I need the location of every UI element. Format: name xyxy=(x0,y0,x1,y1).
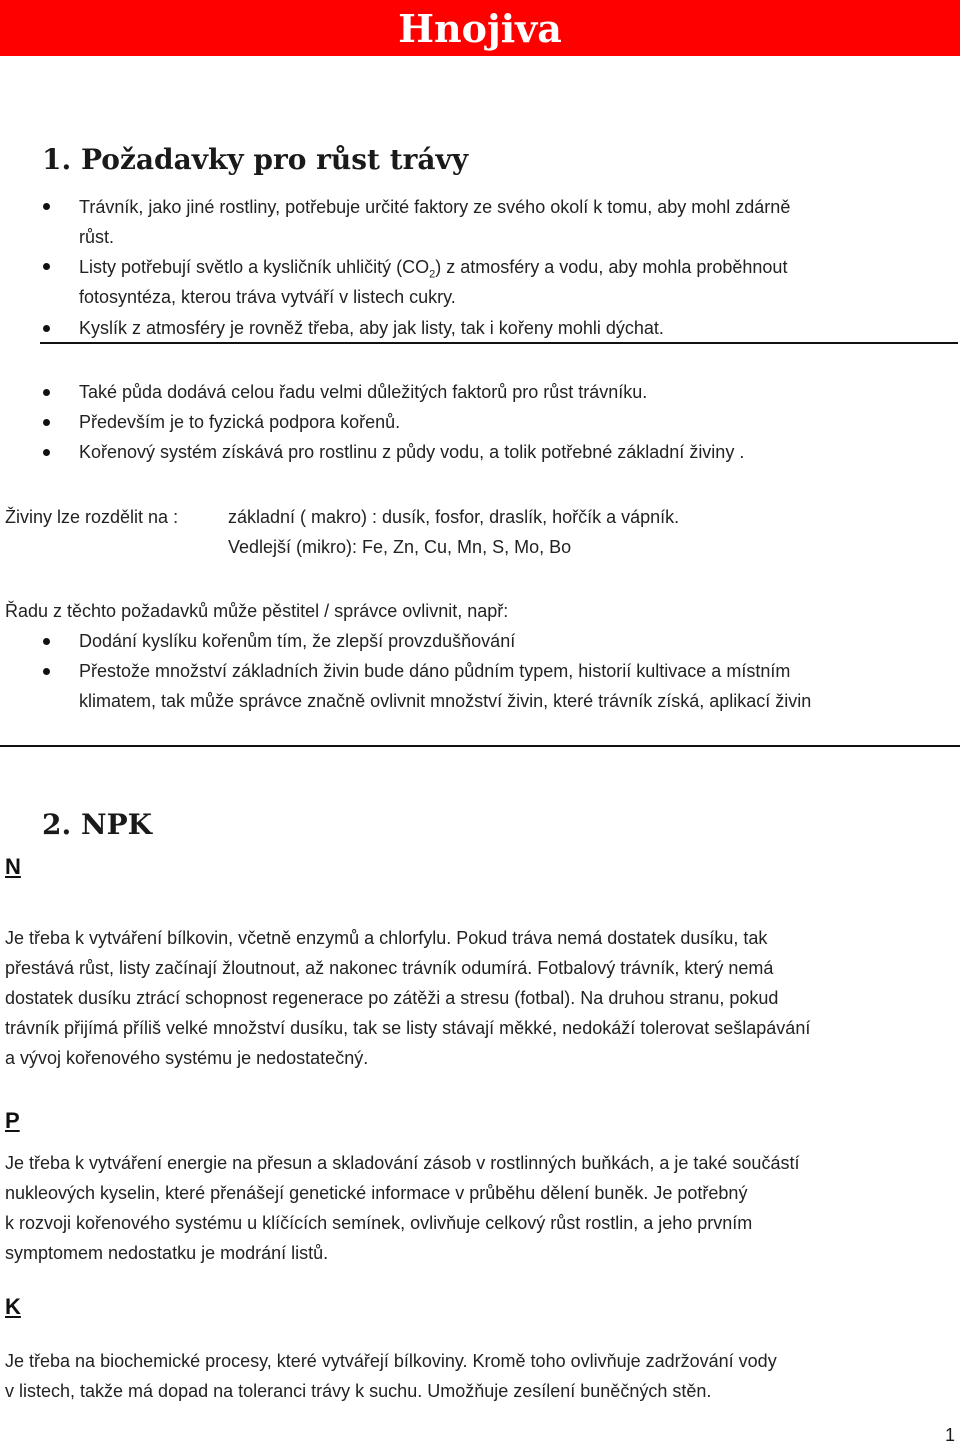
bullet-a2-line1: Listy potřebují světlo a kysličník uhličitý $(CO_2)$ z atmosféry a vodu, aby mohla proběhnout xyxy=(79,257,788,281)
bullet-b2: Především je to fyzická podpora kořenů. xyxy=(79,412,401,432)
title-banner xyxy=(0,0,960,56)
bullet-b3: Kořenový systém získává pro rostlinu z půdy vodu, a tolik potřebné základní živiny . xyxy=(79,442,745,462)
n-line-1: Je třeba k vytváření bílkovin, včetně enzymů a chlorfylu. Pokud tráva nemá dostatek dusíku, tak xyxy=(5,928,768,948)
p-line-2: nukleových kyselin, které přenášejí genetické informace v průběhu dělení buněk. Je potřebný xyxy=(5,1183,748,1203)
bullet-a1-line1: Trávník, jako jiné rostliny, potřebuje určité faktory ze svého okolí k tomu, aby mohl zdárně xyxy=(79,197,791,217)
p-label: P xyxy=(5,1108,20,1133)
bullet-a1-line2: růst. xyxy=(79,227,115,247)
p-line-4: symptomem nedostatku je modrání listů. xyxy=(5,1243,329,1263)
bullet-icon xyxy=(43,419,50,426)
n-label: N xyxy=(5,854,21,879)
bullet-c1: Dodání kyslíku kořenům tím, že zlepší provzdušňování xyxy=(79,631,516,651)
k-label: K xyxy=(5,1294,21,1319)
n-line-4: trávník přijímá příliš velké množství dusíku, tak se listy stávají měkké, nedokáží tolerovat sešlapávání xyxy=(5,1018,811,1038)
divider xyxy=(0,745,960,747)
n-line-2: přestává růst, listy začínají žloutnout, až nakonec trávník odumírá. Fotbalový trávník, který nemá xyxy=(5,958,774,978)
bullet-b1: Také půda dodává celou řadu velmi důležitých faktorů pro růst trávníku. xyxy=(79,382,648,402)
nutrients-label: Živiny lze rozdělit na : xyxy=(5,507,179,527)
nutrients-macro: základní ( makro) : dusík, fosfor, draslík, hořčík a vápník. xyxy=(228,507,680,527)
section1-heading: 1. Požadavky pro růst trávy xyxy=(42,143,469,176)
intro-text: Řadu z těchto požadavků může pěstitel / správce ovlivnit, např: xyxy=(5,601,509,621)
k-line-1: Je třeba na biochemické procesy, které vytvářejí bílkoviny. Kromě toho ovlivňuje zadržování vody xyxy=(5,1351,777,1371)
bullet-icon xyxy=(43,263,50,270)
bullet-icon xyxy=(43,638,50,645)
bullet-c2-line1: Přestože množství základních živin bude dáno půdním typem, historií kultivace a místním xyxy=(79,661,791,681)
page-number: 1 xyxy=(944,1425,955,1445)
bullet-a2-line2: fotosyntéza, kterou tráva vytváří v listech cukry. xyxy=(79,287,456,307)
n-line-5: a vývoj kořenového systému je nedostatečný. xyxy=(5,1048,369,1068)
bullet-icon xyxy=(43,668,50,675)
bullet-icon xyxy=(43,389,50,396)
n-line-3: dostatek dusíku ztrácí schopnost regenerace po zátěži a stresu (fotbal). Na druhou stranu, pokud xyxy=(5,988,779,1008)
nutrients-micro: Vedlejší (mikro): Fe, Zn, Cu, Mn, S, Mo, Bo xyxy=(228,537,572,557)
p-line-3: k rozvoji kořenového systému u klíčících semínek, ovlivňuje celkový růst rostlin, a jeho prvním xyxy=(5,1213,753,1233)
section2-heading: 2. NPK xyxy=(42,808,152,841)
divider xyxy=(40,342,958,344)
bullet-a3-line1: Kyslík z atmosféry je rovněž třeba, aby jak listy, tak i kořeny mohli dýchat. xyxy=(79,318,664,338)
p-line-1: Je třeba k vytváření energie na přesun a skladování zásob v rostlinných buňkách, a je také součástí xyxy=(5,1153,800,1173)
bullet-icon xyxy=(43,325,50,332)
bullet-c2-line2: klimatem, tak může správce značně ovlivnit množství živin, které trávník získá, aplikací živin xyxy=(79,691,812,711)
k-line-2: v listech, takže má dopad na toleranci trávy k suchu. Umožňuje zesílení buněčných stěn. xyxy=(5,1381,712,1401)
page-title: Hnojiva xyxy=(398,6,562,51)
bullet-icon xyxy=(43,203,50,210)
bullet-icon xyxy=(43,449,50,456)
